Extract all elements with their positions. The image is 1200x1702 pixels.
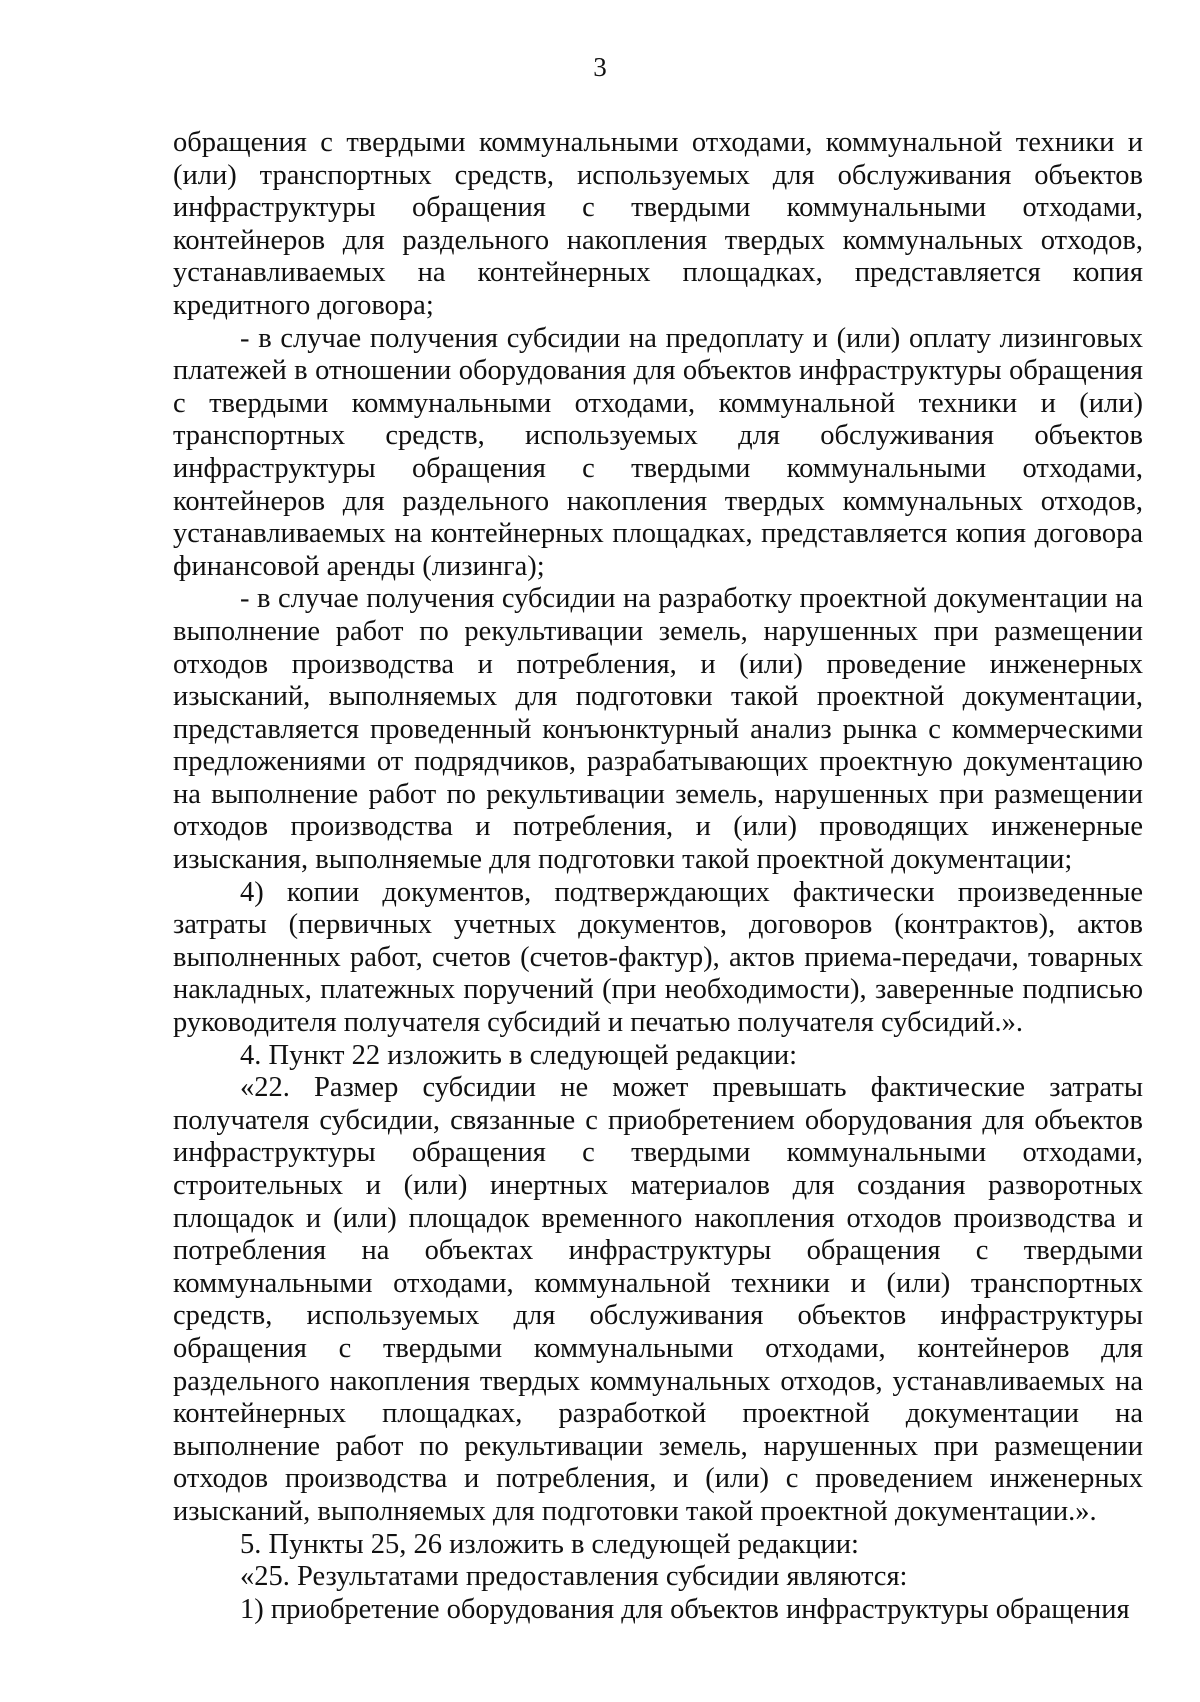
paragraph-punkty-25-26-heading: 5. Пункты 25, 26 изложить в следующей редакции: [240, 1528, 859, 1560]
paragraph-punkt-25-item-1: 1) приобретение оборудования для объектов инфраструктуры обращения [240, 1593, 1130, 1625]
paragraph-lizing: - в случае получения субсидии на предоплату и (или) оплату лизинговых платежей в отношении оборудования для объектов инфраструктуры обращения с твердыми коммунальными отходами, коммунальной техники и (или) транспортных средств, используемых для обслуживания объектов инфраструктуры обращения с твердыми коммунальными отходами, контейнеров для раздельного накопления твердых коммунальных отходов, устанавливаемых на контейнерных площадках, представляется копия договора финансовой аренды (лизинга); [173, 322, 1143, 582]
document-body [173, 127, 1143, 1626]
paragraph-punkt-22-heading: 4. Пункт 22 изложить в следующей редакции: [240, 1039, 797, 1071]
paragraph-kreditnyi-dogovor: обращения с твердыми коммунальными отходами, коммунальной техники и (или) транспортных средств, используемых для обслуживания объектов инфраструктуры обращения с твердыми коммунальными отходами, контейнеров для раздельного накопления твердых коммунальных отходов, устанавливаемых на контейнерных площадках, представляется копия кредитного договора; [173, 127, 1143, 321]
page-number: 3 [593, 52, 607, 82]
paragraph-punkt-25-text: «25. Результатами предоставления субсидии являются: [240, 1561, 908, 1593]
paragraph-proektnaya-dokumentatsiya: - в случае получения субсидии на разработку проектной документации на выполнение работ по рекультивации земель, нарушенных при размещении отходов производства и потребления, и (или) проведение инженерных изысканий, выполняемых для подготовки такой проектной документации, представляется проведенный конъюнктурный анализ рынка с коммерческими предложениями от подрядчиков, разрабатывающих проектную документацию на выполнение работ по рекультивации земель, нарушенных при размещении отходов производства и потребления, и (или) проводящих инженерные изыскания, выполняемые для подготовки такой проектной документации; [173, 583, 1143, 876]
paragraph-kopii-dokumentov: 4) копии документов, подтверждающих фактически произведенные затраты (первичных учетных документов, договоров (контрактов), актов выполненных работ, счетов (счетов-фактур), актов приема-передачи, товарных накладных, платежных поручений (при необходимости), заверенные подписью руководителя получателя субсидий и печатью получателя субсидий.». [173, 876, 1143, 1039]
paragraph-punkt-22-text: «22. Размер субсидии не может превышать фактические затраты получателя субсидии, связанные с приобретением оборудования для объектов инфраструктуры обращения с твердыми коммунальными отходами, строительных и (или) инертных материалов для создания разворотных площадок и (или) площадок временного накопления отходов производства и потребления на объектах инфраструктуры обращения с твердыми коммунальными отходами, коммунальной техники и (или) транспортных средств, используемых для обслуживания объектов инфраструктуры обращения с твердыми коммунальными отходами, контейнеров для раздельного накопления твердых коммунальных отходов, устанавливаемых на контейнерных площадках, разработкой проектной документации на выполнение работ по рекультивации земель, нарушенных при размещении отходов производства и потребления, и (или) с проведением инженерных изысканий, выполняемых для подготовки такой проектной документации.». [173, 1072, 1143, 1527]
